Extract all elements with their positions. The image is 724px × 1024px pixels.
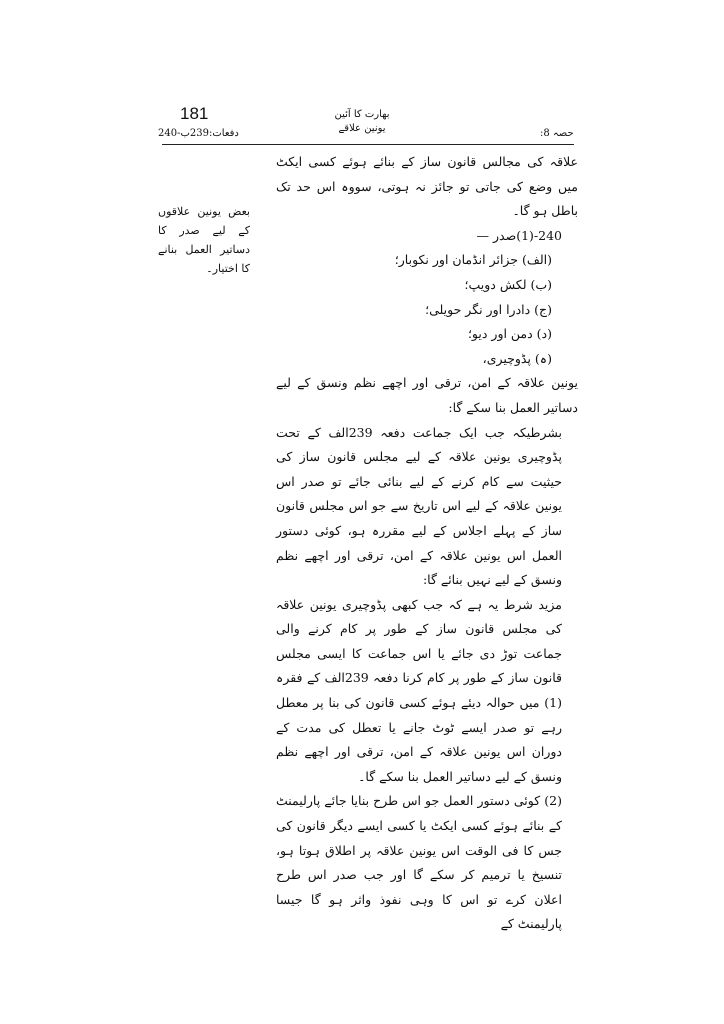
header-rule xyxy=(162,144,574,145)
list-item: (ج) دادرا اور نگر حویلی؛ xyxy=(425,301,552,317)
sections-reference: دفعات:239ب-240 xyxy=(158,128,239,139)
list-item: (ہ) پڈوچیری، xyxy=(482,350,552,366)
margin-note: بعض یونین علاقوں کے لیے صدر کا دساتیر العمل بنانے کا اختیار۔ xyxy=(158,205,250,275)
paragraph: علاقہ کی مجالس قانون ساز کے بنائے ہوئے کسی ایکٹ میں وضع کی جاتی تو جائز نہ ہوتی، سووہ اس حد تک باطل ہو گا۔ xyxy=(276,154,578,219)
list-item: (ب) لکش دویپ؛ xyxy=(464,276,552,292)
paragraph: یونین علاقہ کے امن، ترقی اور اچھے نظم ونسق کے لیے دساتیر العمل بنا سکے گا: xyxy=(276,375,578,415)
list-item: (د) دمن اور دیو؛ xyxy=(467,326,552,342)
main-text xyxy=(276,150,578,937)
part-label: حصہ 8: xyxy=(540,128,574,139)
list-item: (الف) جزائر انڈمان اور نکوبار؛ xyxy=(394,252,552,268)
paragraph: (2) کوئی دستور العمل جو اس طرح بنایا جائے پارلیمنٹ کے بنائے ہوئے کسی ایکٹ یا کسی ایسے دیگر قانون کی جس کا فی الوقت اس یونین علاقہ پر اطلاق ہوتا ہو، تنسیخ یا ترمیم کر سکے گا اور جب صدر اس طرح اعلان کرے تو اس کا وہی نفوذ واثر ہو گا جیسا پارلیمنٹ کے xyxy=(276,793,562,932)
paragraph: بشرطیکہ جب ایک جماعت دفعہ 239الف کے تحت پڈوچیری یونین علاقہ کے لیے مجلس قانون ساز کی حیثیت سے کام کرنے کے لیے بنائی جائے تو صدر اس یونین علاقہ کے لیے اس تاریخ سے جو اس مجلس قانون ساز کے پہلے اجلاس کے لیے مقررہ ہو، کوئی دستور العمل اس یونین علاقہ کے امن، ترقی اور اچھے نظم ونسق کے لیے نہیں بنائے گا: xyxy=(276,424,563,588)
page-number: 181 xyxy=(180,104,209,123)
running-header xyxy=(322,108,402,136)
section-heading: 240-(1)صدر — xyxy=(476,227,562,243)
running-header-title: بھارت کا آئین xyxy=(334,109,390,120)
running-header-subtitle: یونین علاقے xyxy=(338,123,386,134)
paragraph: مزید شرط یہ ہے کہ جب کبھی پڈوچیری یونین علاقہ کی مجلس قانون ساز کے طور پر کام کرنے والی جماعت توڑ دی جائے یا اس جماعت کا ایسی مجلس قانون ساز کے طور پر کام کرنا دفعہ 239الف کے فقرہ (1) میں حوالہ دیئے ہوئے کسی قانون کی بنا پر معطل رہے تو صدر ایسے ٹوٹ جانے یا تعطل کی مدت کے دوران اس یونین علاقہ کے امن، ترقی اور اچھے نظم ونسق کے لیے دساتیر العمل بنا سکے گا۔ xyxy=(276,596,562,784)
